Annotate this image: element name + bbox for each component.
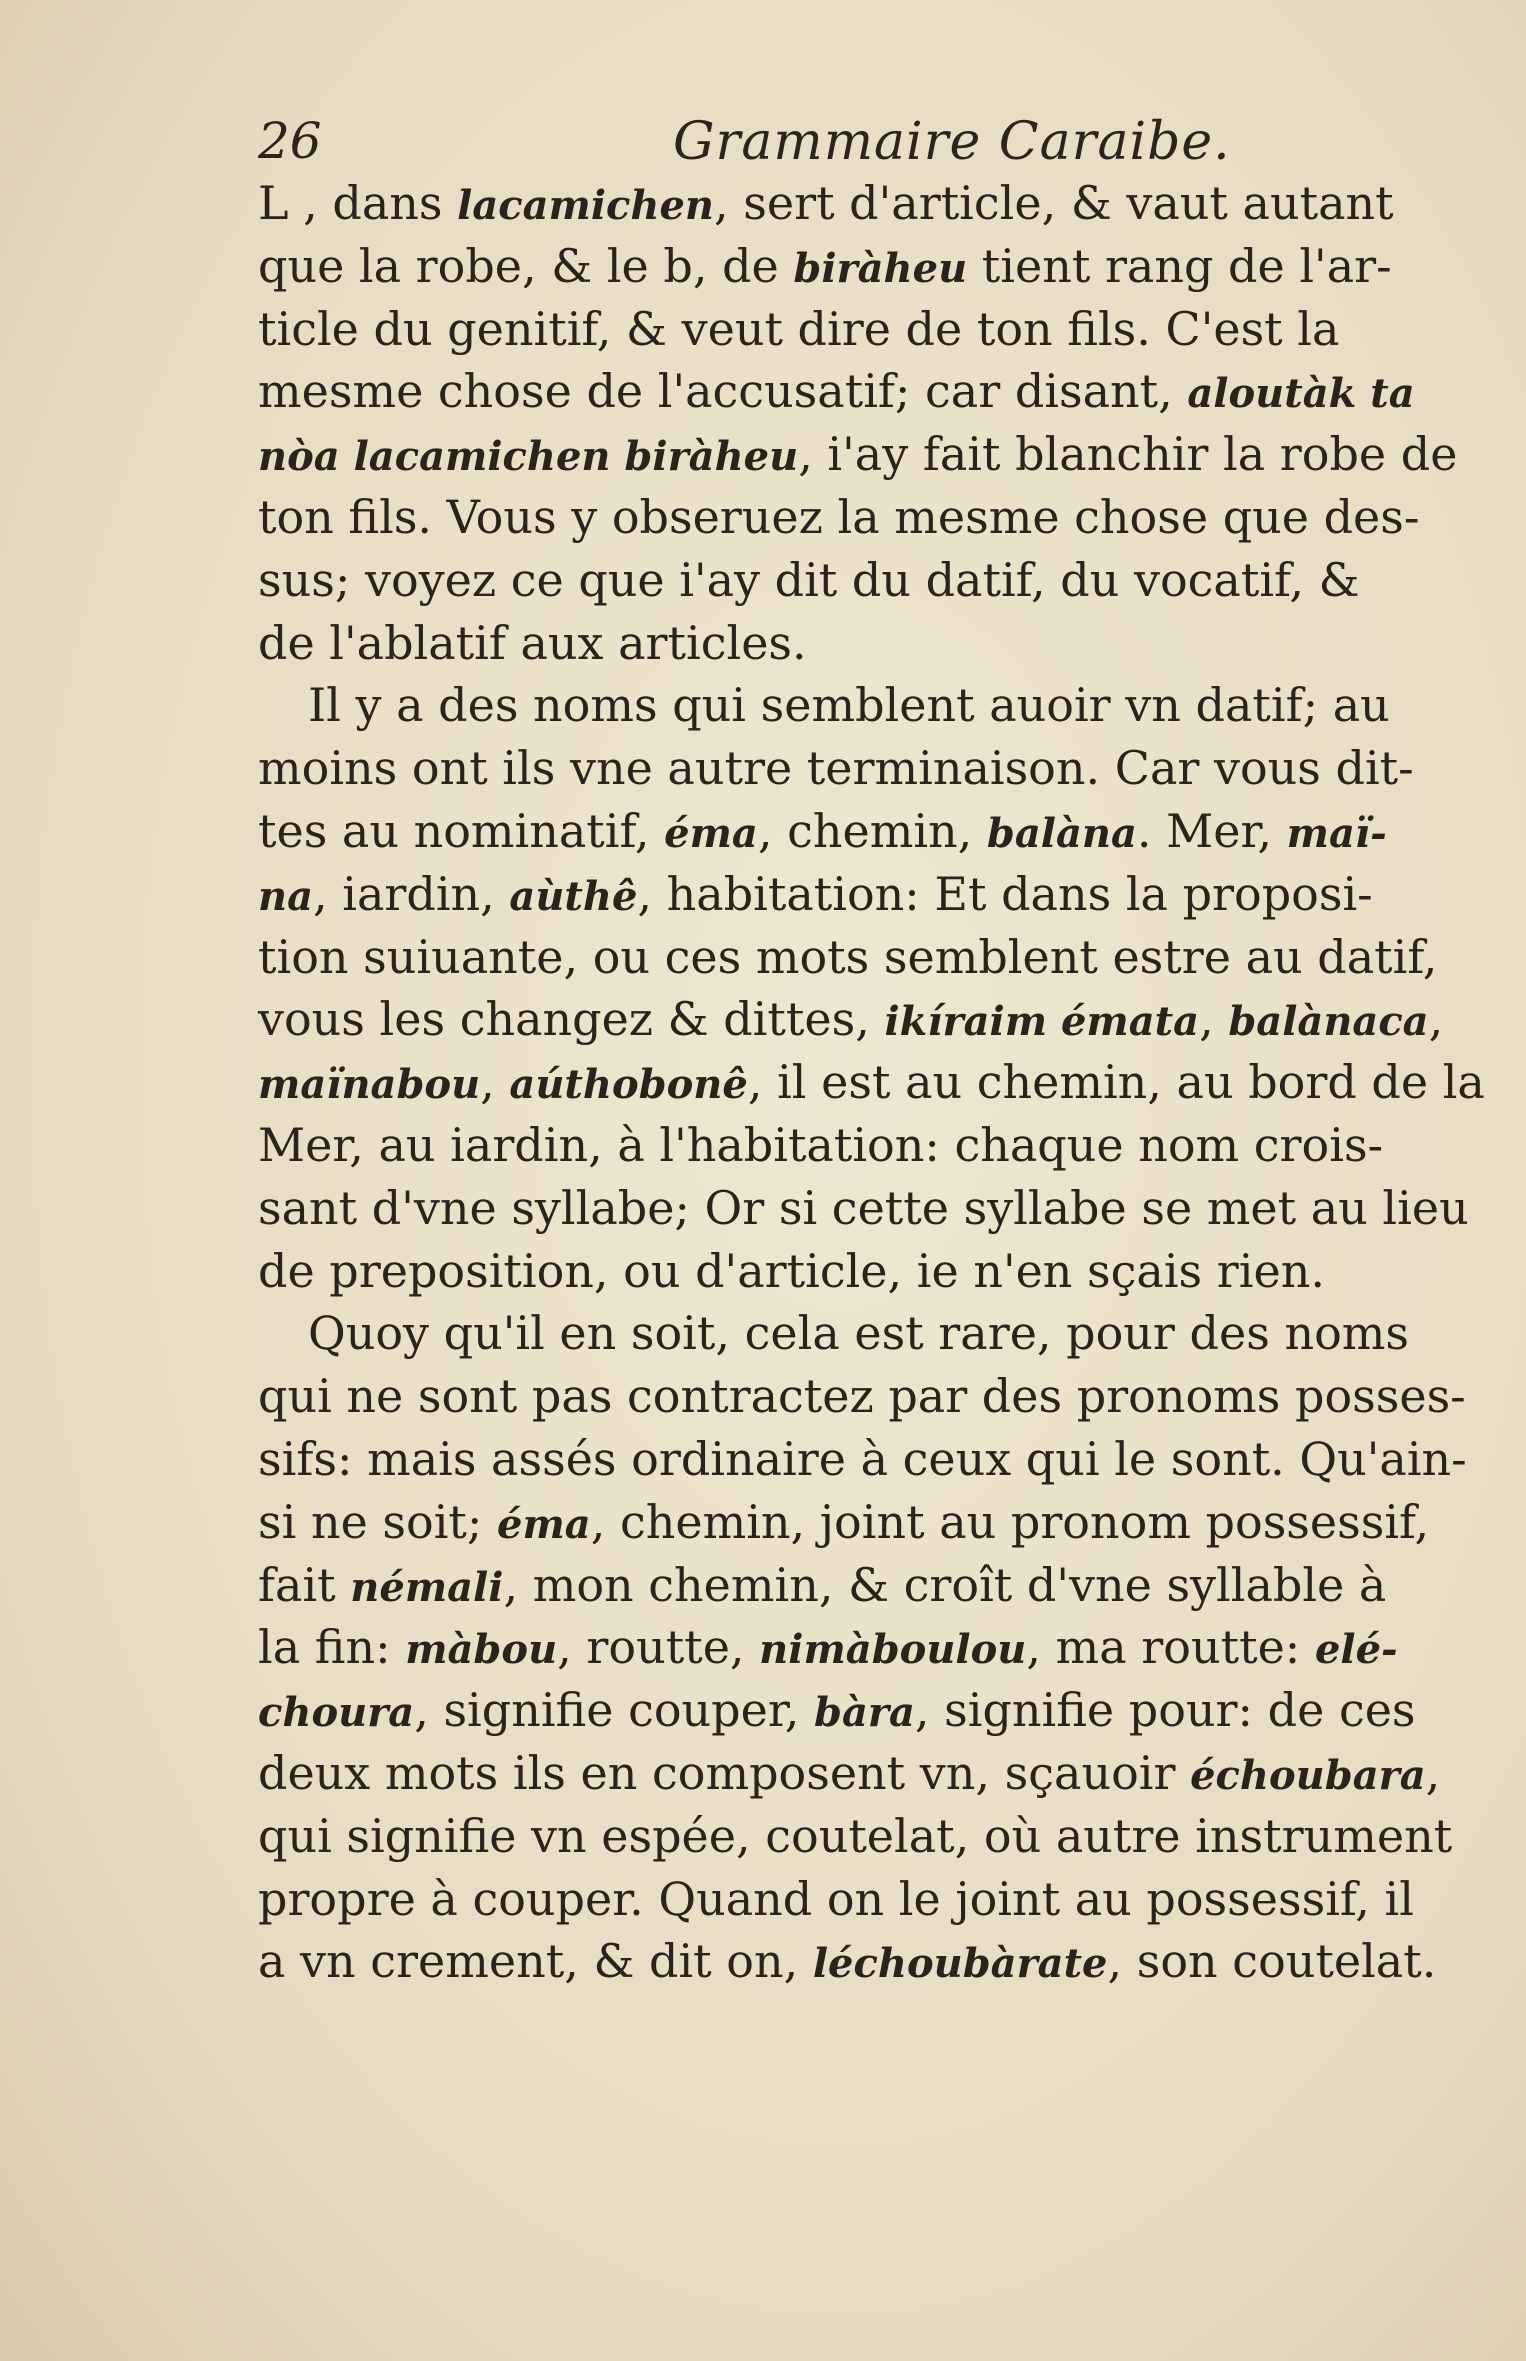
text-run: , mon chemin, & croît d'vne syllable à: [503, 1557, 1387, 1612]
text-run: Il y a des noms qui semblent auoir vn datif; au: [308, 678, 1390, 733]
text-run: , signifie pour: de ces: [914, 1683, 1416, 1738]
text-run: Quoy qu'il en soit, cela est rare, pour des noms: [308, 1306, 1409, 1361]
text-run: qui signifie vn espée, coutelat, où autre instrument: [258, 1808, 1453, 1863]
text-line: [258, 1930, 1473, 1993]
text-run: tient rang de l'ar-: [967, 238, 1392, 293]
italic-caribbean-word: balànaca: [1228, 998, 1429, 1046]
italic-caribbean-word: nimàboulou: [759, 1626, 1027, 1674]
text-run: tion suiuante, ou ces mots semblent estre au datif,: [258, 929, 1438, 984]
text-line: [258, 674, 1473, 737]
text-run: , routte,: [557, 1620, 760, 1675]
text-run: la fin:: [258, 1620, 406, 1675]
text-run: . Mer,: [1136, 803, 1287, 858]
text-run: Mer, au iardin, à l'habitation: chaque nom crois-: [258, 1117, 1384, 1172]
text-line: [258, 926, 1473, 989]
page-number: 26: [258, 112, 322, 170]
text-run: , chemin, joint au pronom possessif,: [590, 1494, 1430, 1549]
text-run: ticle du genitif, & veut dire de ton fils. C'est la: [258, 301, 1340, 356]
text-line: [258, 1365, 1473, 1428]
italic-caribbean-word: maï-: [1286, 809, 1387, 857]
text-line: [258, 1491, 1473, 1554]
text-run: ,: [1428, 992, 1444, 1047]
text-line: [258, 1805, 1473, 1868]
italic-caribbean-word: màbou: [405, 1626, 558, 1674]
text-line: [258, 549, 1473, 612]
text-line: [258, 1428, 1473, 1491]
text-run: sifs: mais assés ordinaire à ceux qui le sont. Qu'ain-: [258, 1431, 1467, 1486]
italic-caribbean-word: aúthobonê: [509, 1061, 748, 1109]
text-line: [258, 360, 1473, 423]
italic-caribbean-word: bàra: [814, 1689, 915, 1737]
text-run: moins ont ils vne autre terminaison. Car vous dit-: [258, 741, 1414, 796]
text-run: mesme chose de l'accusatif; car disant,: [258, 364, 1188, 419]
italic-caribbean-word: lacamichen: [457, 182, 715, 229]
text-run: fait: [258, 1557, 351, 1612]
text-line: [258, 1742, 1473, 1805]
text-run: , chemin,: [757, 803, 987, 858]
text-line: [258, 1868, 1473, 1931]
text-line: [258, 486, 1473, 549]
text-run: sant d'vne syllabe; Or si cette syllabe se met au lieu: [258, 1180, 1469, 1235]
text-run: ton fils. Vous y obseruez la mesme chose que des-: [258, 489, 1420, 544]
italic-caribbean-word: maïnabou: [258, 1061, 481, 1109]
body-text: [258, 172, 1485, 1993]
text-line: [258, 1302, 1473, 1365]
text-line: [258, 1051, 1485, 1114]
italic-caribbean-word: aloutàk ta: [1187, 370, 1415, 418]
text-run: si ne soit;: [258, 1494, 498, 1549]
text-run: de preposition, ou d'article, ie n'en sçais rien.: [258, 1243, 1325, 1298]
italic-caribbean-word: éma: [664, 809, 758, 857]
italic-caribbean-word: balàna: [986, 809, 1137, 857]
text-line: [258, 612, 1473, 675]
text-line: [258, 1114, 1473, 1177]
text-run: , i'ay fait blanchir la robe de: [798, 427, 1458, 482]
italic-caribbean-word: na: [258, 872, 313, 920]
text-run: qui ne sont pas contractez par des pronoms posses-: [258, 1369, 1466, 1424]
text-run: ,: [1425, 1745, 1441, 1800]
text-line: [258, 1177, 1473, 1240]
italic-caribbean-word: biràheu: [793, 244, 968, 292]
text-line: [258, 172, 1473, 235]
text-run: sus; voyez ce que i'ay dit du datif, du vocatif, &: [258, 552, 1360, 607]
text-line: [258, 737, 1473, 800]
text-line: [258, 988, 1473, 1051]
text-run: , il est au chemin, au bord de la: [747, 1055, 1485, 1110]
text-run: , son coutelat.: [1107, 1934, 1437, 1989]
text-line: [258, 298, 1473, 361]
text-run: que la robe, & le b, de: [258, 238, 794, 293]
running-title: Grammaire Caraibe.: [673, 112, 1231, 172]
text-line: [258, 235, 1473, 298]
text-line: [258, 1679, 1473, 1742]
italic-caribbean-word: choura: [258, 1689, 415, 1737]
text-run: tes au nominatif,: [258, 803, 665, 858]
italic-caribbean-word: elé-: [1314, 1626, 1398, 1674]
text-run: a vn crement, & dit on,: [258, 1934, 813, 1989]
text-run: , sert d'article, & vaut autant: [714, 176, 1394, 230]
text-line: [258, 1240, 1473, 1303]
text-run: , habitation: Et dans la proposi-: [637, 866, 1373, 921]
text-run: vous les changez & dittes,: [258, 992, 885, 1047]
italic-caribbean-word: léchoubàrate: [812, 1940, 1108, 1988]
italic-caribbean-word: aùthê: [509, 872, 638, 920]
italic-caribbean-word: échoubara: [1190, 1751, 1426, 1799]
text-line: [258, 423, 1473, 486]
text-line: [258, 800, 1473, 863]
text-run: de l'ablatif aux articles.: [258, 615, 807, 670]
italic-caribbean-word: némali: [350, 1563, 504, 1611]
text-run: ,: [480, 1055, 510, 1110]
text-line: [258, 1554, 1473, 1617]
text-line: [258, 1616, 1473, 1679]
italic-caribbean-word: nòa lacamichen biràheu: [258, 433, 799, 481]
italic-caribbean-word: ikíraim émata: [884, 998, 1200, 1046]
text-line: [258, 863, 1473, 926]
text-run: L , dans: [258, 176, 458, 230]
italic-caribbean-word: éma: [497, 1500, 591, 1548]
text-run: , ma routte:: [1026, 1620, 1315, 1675]
text-run: deux mots ils en composent vn, sçauoir: [258, 1745, 1191, 1800]
text-run: , iardin,: [313, 866, 510, 921]
text-run: ,: [1199, 992, 1229, 1047]
text-run: propre à couper. Quand on le joint au possessif, il: [258, 1871, 1414, 1926]
text-run: , signifie couper,: [414, 1683, 815, 1738]
